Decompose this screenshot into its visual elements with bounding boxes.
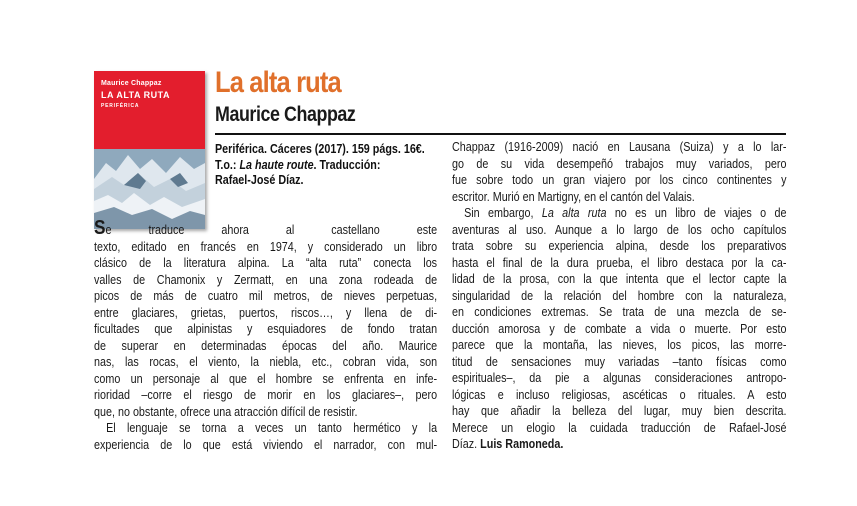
title-divider (215, 133, 786, 135)
reviewer-signature: Luis Ramoneda. (480, 437, 564, 451)
paragraph-line: entre glaciares, grietas, puertos, riscos…, y llena de di- (94, 305, 438, 320)
original-title-line (215, 158, 413, 174)
paragraph-line: singularidad de la relación del hombre con la naturaleza, (452, 288, 787, 303)
paragraph-line: espirituales–, da pie a algunas consideraciones antropo- (452, 371, 787, 385)
review-right-column (452, 139, 786, 453)
paragraph-line: ficultades que alpinistas y esquiadores de fondo tratan (94, 322, 438, 336)
paragraph-line: hay que añadir la belleza del lugar, muy bien descrita. (452, 404, 787, 418)
paragraph-line: picos de más de cuatro mil metros, de nieves perpetuas, (94, 289, 438, 303)
paragraph-line: nas, las rocas, el viento, la niebla, etc., cobran vida, son (94, 355, 438, 369)
paragraph-line: go de su vida desempeñó trabajos muy variados, pero (452, 156, 787, 171)
paragraph-line: Díaz. Luis Ramoneda. (452, 437, 564, 451)
publication-info: Periférica. Cáceres (2017). 159 págs. 16€. (215, 142, 425, 156)
book-title: La alta ruta (215, 66, 341, 99)
paragraph-line: Sin embargo, La alta ruta no es un libro de viajes o de (464, 206, 787, 220)
cover-title: LA ALTA RUTA (101, 90, 170, 100)
book-author: Maurice Chappaz (215, 103, 356, 126)
cover-mountain-photo (94, 149, 205, 229)
paragraph-line: Chappaz (1916-2009) nació en Lausana (Suiza) y a lo lar- (452, 140, 787, 154)
original-title: La haute route (239, 157, 314, 172)
paragraph-line: ducción amorosa y de combate a vida o muerte. Por esto (452, 321, 787, 336)
paragraph-line: valles de Chamonix y Zermatt, en una zona rodeada de (94, 272, 438, 287)
book-cover (94, 71, 205, 229)
paragraph-line: parece que la montaña, las nieves, los picos, las morre- (452, 338, 787, 352)
paragraph-line: rioridad –corre el riesgo de morir en los glaciares–, pero (94, 388, 438, 402)
paragraph-line: texto, editado en francés en 1974, y considerado un libro (94, 239, 438, 254)
paragraph-line: trata sobre su experiencia alpina, desde los preparativos (452, 239, 787, 253)
paragraph-line: como un personaje al que el hombre se enfrenta en infe- (94, 371, 438, 386)
paragraph-line: titud de sensaciones muy variadas –tanto físicas como (452, 354, 787, 369)
paragraph-line: clásico de la literatura alpina. La “alta ruta” conecta los (94, 256, 438, 270)
paragraph-line: Merece un elogio la cuidada traducción de Rafael-José (452, 420, 787, 435)
paragraph-line: aventuras al uso. Aunque a lo largo de los ocho capítulos (452, 222, 787, 237)
paragraph-line: lógicas e incluso religiosas, ascéticas o rituales. A esto (452, 387, 787, 402)
review-left-column (94, 217, 438, 453)
paragraph-line: que, no obstante, ofrece una atracción difícil de resistir. (94, 404, 358, 419)
translation-prefix: . Traducción: (313, 157, 381, 172)
paragraph-line: escritor. Murió en Martigny, en el cantón del Valais. (452, 189, 695, 204)
paragraph-line: hasta el final de la dura prueba, el libro destaca por la ca- (452, 255, 787, 270)
book-title-inline: La alta ruta (541, 206, 607, 220)
book-details (215, 142, 425, 189)
paragraph-line: experiencia de lo que está viviendo el narrador, con mul- (94, 437, 438, 452)
paragraph-line: El lenguaje se torna a veces un tanto hermético y la (106, 421, 438, 435)
cover-publisher: PERIFÉRICA (101, 103, 140, 109)
paragraph-line: en condiciones extremas. Se trata de una mezcla de se- (452, 305, 787, 319)
original-title-prefix: T.o.: (215, 157, 240, 172)
cover-author: Maurice Chappaz (101, 80, 162, 87)
paragraph-line: de superar en determinadas épocas del año. Maurice (94, 338, 438, 353)
paragraph-line: Se traduce ahora al castellano este (94, 217, 438, 239)
drop-cap: S (94, 217, 106, 239)
translator: Rafael-José Díaz. (215, 173, 304, 187)
paragraph-line: lidad de la prosa, con la que intenta que el lector capte la (452, 272, 787, 286)
paragraph-line: fue sobre todo un gran viajero por los cinco continentes y (452, 173, 787, 187)
